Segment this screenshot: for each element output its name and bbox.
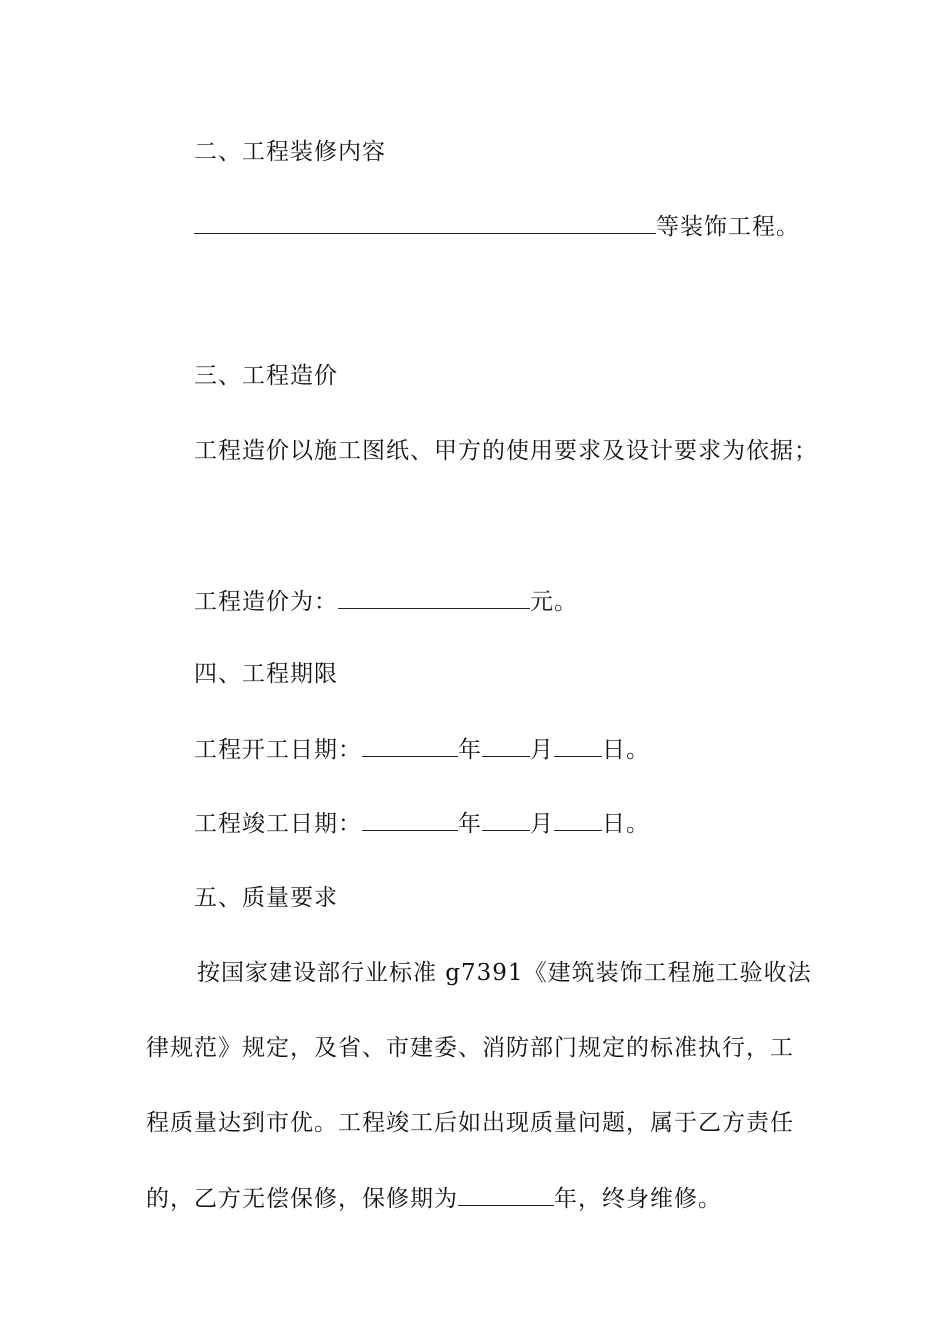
section-2-heading: 二、工程装修内容 [194, 139, 386, 165]
section-4-heading: 四、工程期限 [194, 661, 338, 687]
start-month-unit: 月 [530, 737, 554, 763]
quality-text-line-4 [146, 1183, 722, 1214]
quality-text-line-1: 按国家建设部行业标准 g7391《建筑装饰工程施工验收法 [197, 960, 812, 986]
end-year-unit: 年 [458, 811, 482, 837]
warranty-period-blank [458, 1183, 554, 1206]
end-date-line [194, 808, 650, 839]
price-label: 工程造价为： [194, 589, 338, 615]
price-basis-text: 工程造价以施工图纸、甲方的使用要求及设计要求为依据； [194, 438, 818, 464]
decoration-content-line [194, 211, 800, 242]
end-day-blank [554, 808, 602, 831]
warranty-label: 的，乙方无偿保修，保修期为 [146, 1186, 458, 1212]
start-year-blank [362, 734, 458, 757]
start-day-unit: 日。 [602, 737, 650, 763]
end-date-label: 工程竣工日期： [194, 811, 362, 837]
start-date-label: 工程开工日期： [194, 737, 362, 763]
decoration-content-suffix: 等装饰工程。 [656, 214, 800, 240]
start-month-blank [482, 734, 530, 757]
end-year-blank [362, 808, 458, 831]
quality-text-line-3: 程质量达到市优。工程竣工后如出现质量问题，属于乙方责任 [146, 1110, 794, 1136]
end-day-unit: 日。 [602, 811, 650, 837]
quality-text-line-2: 律规范》规定，及省、市建委、消防部门规定的标准执行，工 [146, 1035, 794, 1061]
decoration-content-blank [194, 211, 656, 234]
start-day-blank [554, 734, 602, 757]
section-5-heading: 五、质量要求 [194, 885, 338, 911]
price-line [194, 586, 578, 617]
end-month-blank [482, 808, 530, 831]
price-blank [338, 586, 530, 609]
price-unit: 元。 [530, 589, 578, 615]
start-year-unit: 年 [458, 737, 482, 763]
warranty-suffix: 年，终身维修。 [554, 1186, 722, 1212]
start-date-line [194, 734, 650, 765]
section-3-heading: 三、工程造价 [194, 363, 338, 389]
end-month-unit: 月 [530, 811, 554, 837]
